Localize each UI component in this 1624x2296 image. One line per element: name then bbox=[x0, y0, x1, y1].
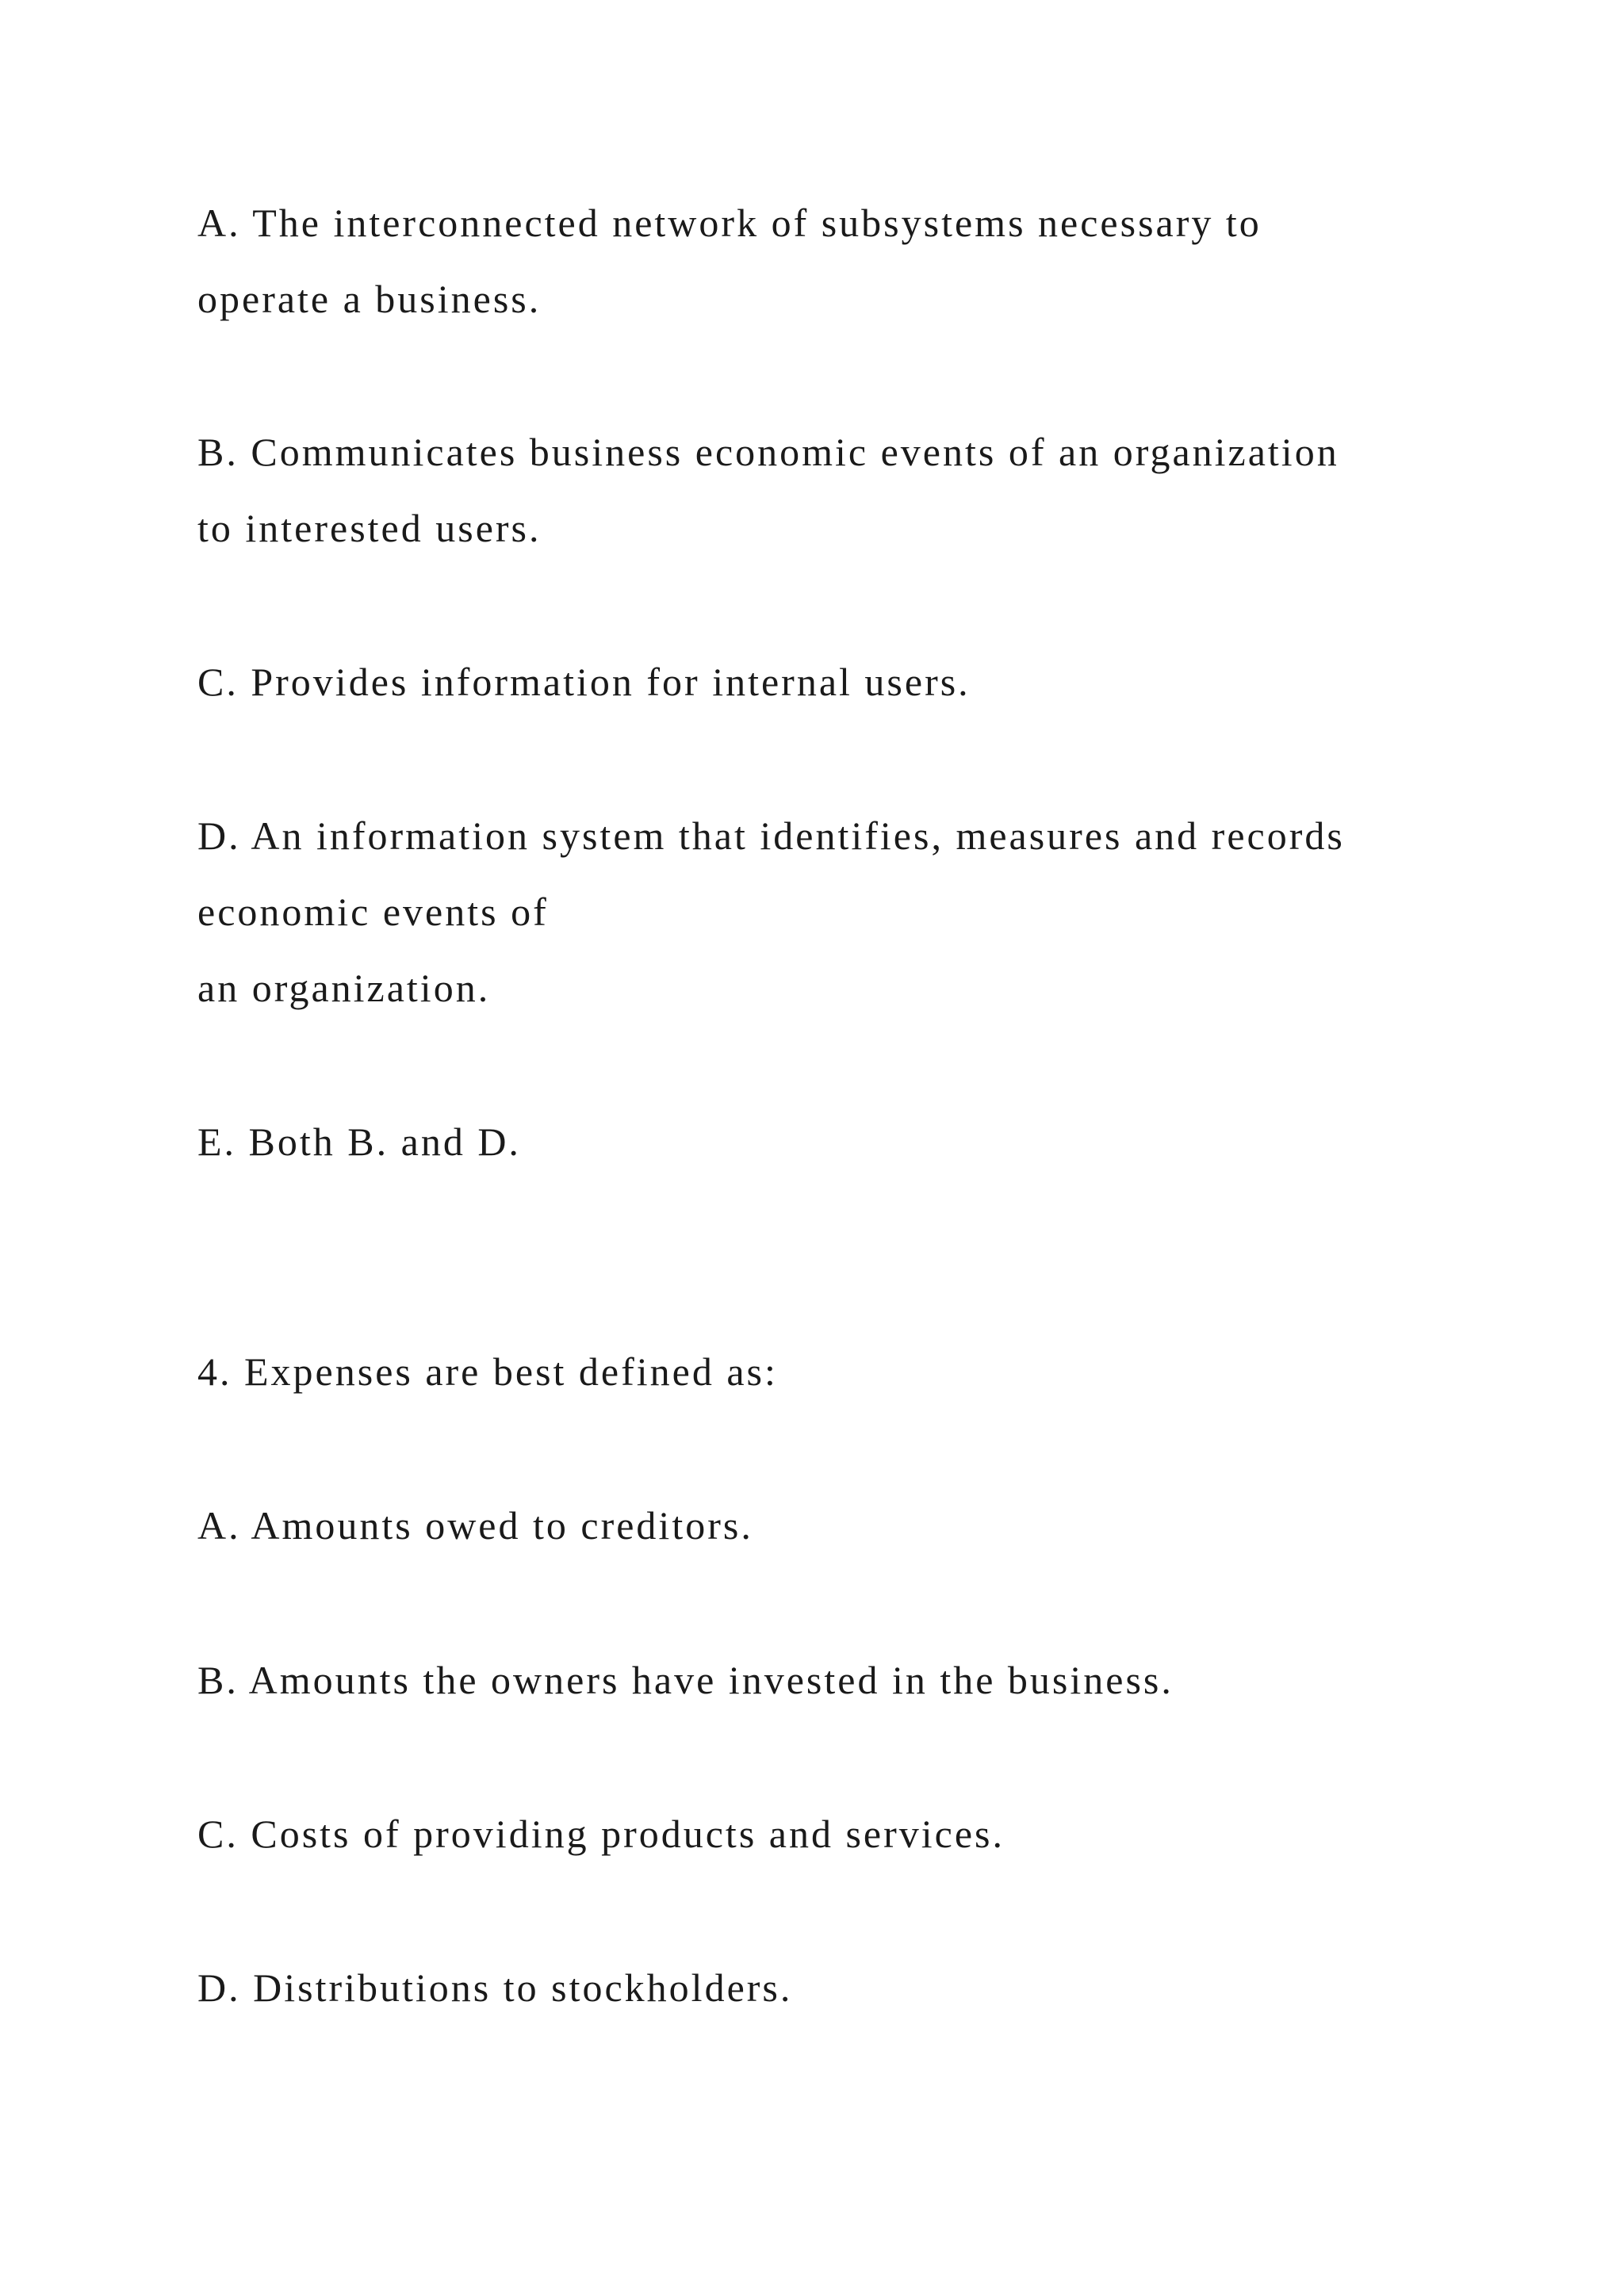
q4-option-c: C. Costs of providing products and services. bbox=[197, 1812, 1005, 1856]
q4-prompt: 4. Expenses are best defined as: bbox=[197, 1349, 778, 1394]
q3-option-d-line-3: an organization. bbox=[197, 966, 491, 1010]
q3-option-d-line-1: D. An information system that identifies, measures and records bbox=[197, 813, 1345, 858]
q3-option-b-line-2: to interested users. bbox=[197, 506, 542, 550]
q3-option-a-line-2: operate a business. bbox=[197, 277, 542, 321]
q4-option-d: D. Distributions to stockholders. bbox=[197, 1965, 793, 2010]
q3-option-a-line-1: A. The interconnected network of subsystems necessary to bbox=[197, 201, 1262, 245]
q4-option-a: A. Amounts owed to creditors. bbox=[197, 1503, 753, 1548]
q4-option-b: B. Amounts the owners have invested in the business. bbox=[197, 1658, 1174, 1702]
q3-option-c: C. Provides information for internal users. bbox=[197, 660, 971, 704]
q3-option-d-line-2: economic events of bbox=[197, 890, 549, 934]
q3-option-e: E. Both B. and D. bbox=[197, 1119, 521, 1164]
q3-option-b-line-1: B. Communicates business economic events of an organization bbox=[197, 430, 1339, 474]
